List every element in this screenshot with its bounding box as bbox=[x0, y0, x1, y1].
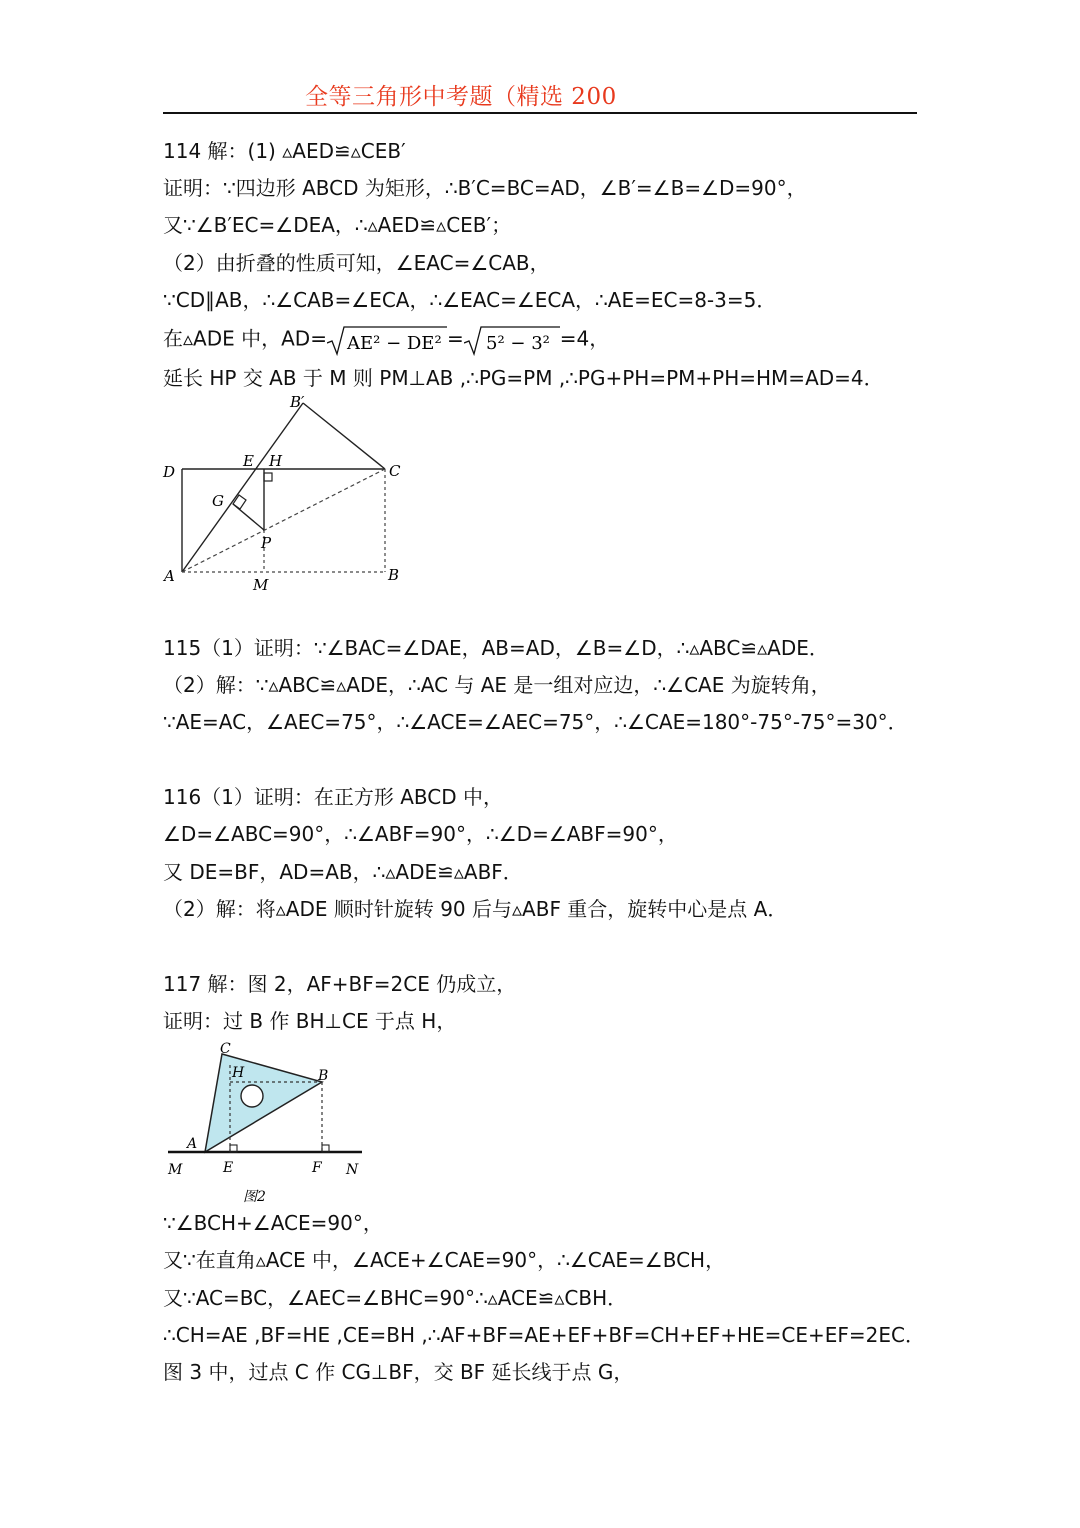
q117-line-6: ∴CH=AE ,BF=HE ,CE=BH ,∴AF+BF=AE+EF+BF=CH+EF+HE=CE+EF=2EC． bbox=[163, 1323, 926, 1347]
q114-line-1: 114 解：(1) ▵AED≌▵CEB′ bbox=[163, 139, 406, 163]
q117-line-3: ∵∠BCH+∠ACE=90°， bbox=[163, 1211, 383, 1235]
q117-figure-2 bbox=[160, 1035, 370, 1214]
q115-line-1: 115（1）证明：∵∠BAC=∠DAE，AB=AD，∠B=∠D，∴▵ABC≌▵ADE． bbox=[163, 636, 829, 660]
header-divider bbox=[163, 112, 917, 114]
label-N: N bbox=[346, 1162, 359, 1178]
label-E: E bbox=[223, 1160, 234, 1176]
q117-line-4: 又∵在直角▵ACE 中，∠ACE+∠CAE=90°，∴∠CAE=∠BCH， bbox=[163, 1248, 726, 1272]
sqrt-expression-1 bbox=[327, 324, 447, 356]
sqrt-radicand-2: 5² − 3² bbox=[485, 333, 550, 354]
q115-line-2: （2）解：∵▵ABC≌▵ADE，∴AC 与 AE 是一组对应边，∴∠CAE 为旋转角， bbox=[163, 673, 831, 697]
q115-line-3: ∵AE=AC，∠AEC=75°，∴∠ACE=∠AEC=75°，∴∠CAE=180°-75°-75°=30°． bbox=[163, 710, 908, 734]
q114-line-4: （2）由折叠的性质可知，∠EAC=∠CAB， bbox=[163, 251, 550, 275]
q114-line-6-suffix: =4， bbox=[559, 326, 610, 351]
label-D: D bbox=[163, 463, 176, 481]
label-G: G bbox=[212, 492, 224, 510]
label-H: H bbox=[232, 1065, 245, 1081]
label-B: B bbox=[388, 566, 400, 584]
figure-caption: 图2 bbox=[243, 1189, 266, 1205]
label-P: P bbox=[261, 534, 272, 552]
label-A: A bbox=[187, 1136, 198, 1152]
q114-line-6 bbox=[163, 324, 609, 356]
label-B: B bbox=[318, 1068, 329, 1084]
q114-line-3: 又∵∠B′EC=∠DEA，∴▵AED≌▵CEB′； bbox=[163, 213, 512, 237]
q116-line-4: （2）解：将▵ADE 顺时针旋转 90 后与▵ABF 重合，旋转中心是点 A． bbox=[163, 897, 788, 921]
label-F: F bbox=[312, 1160, 322, 1176]
label-C: C bbox=[220, 1041, 231, 1057]
q114-line-5: ∵CD∥AB，∴∠CAB=∠ECA，∴∠EAC=∠ECA，∴AE=EC=8-3=5． bbox=[163, 288, 777, 312]
sqrt-radicand-1: AE² − DE² bbox=[346, 333, 442, 354]
label-C: C bbox=[389, 462, 401, 480]
label-E: E bbox=[243, 452, 254, 470]
q117-line-2: 证明：过 B 作 BH⊥CE 于点 H， bbox=[163, 1009, 457, 1033]
q114-line-2: 证明：∵四边形 ABCD 为矩形，∴B′C=BC=AD，∠B′=∠B=∠D=90°， bbox=[163, 176, 807, 200]
q117-line-1: 117 解：图 2，AF+BF=2CE 仍成立， bbox=[163, 972, 517, 996]
sqrt-expression-2 bbox=[464, 324, 560, 356]
q117-line-5: 又∵AC=BC，∠AEC=∠BHC=90°∴▵ACE≌▵CBH． bbox=[163, 1286, 628, 1310]
q114-line-7: 延长 HP 交 AB 于 M 则 PM⊥AB ,∴PG=PM ,∴PG+PH=PM+PH=HM=AD=4． bbox=[163, 366, 884, 390]
label-M: M bbox=[253, 576, 269, 594]
q114-figure bbox=[160, 390, 410, 599]
label-H: H bbox=[269, 452, 283, 470]
q116-line-2: ∠D=∠ABC=90°，∴∠ABF=90°，∴∠D=∠ABF=90°， bbox=[163, 822, 678, 846]
page-header-title: 全等三角形中考题（精选 200 bbox=[305, 84, 617, 110]
q114-line-6-prefix: 在▵ADE 中，AD= bbox=[163, 326, 327, 351]
label-M: M bbox=[168, 1162, 183, 1178]
label-A: A bbox=[164, 567, 175, 585]
q117-line-7: 图 3 中，过点 C 作 CG⊥BF，交 BF 延长线于点 G， bbox=[163, 1360, 634, 1384]
q114-line-6-equals: = bbox=[446, 326, 464, 351]
q116-line-3: 又 DE=BF，AD=AB，∴▵ADE≌▵ABF． bbox=[163, 860, 523, 884]
q116-line-1: 116（1）证明：在正方形 ABCD 中， bbox=[163, 785, 504, 809]
label-B-prime: B′ bbox=[290, 393, 305, 411]
